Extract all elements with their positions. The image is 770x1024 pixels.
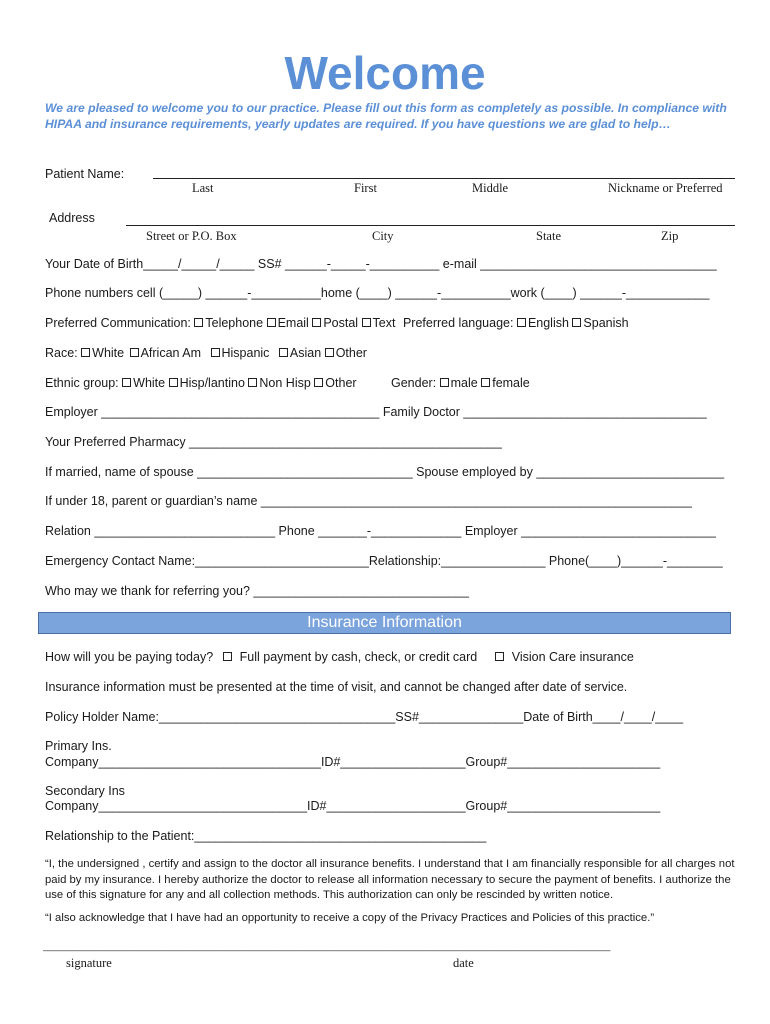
address-line[interactable] <box>126 225 735 226</box>
guardian-field[interactable]: If under 18, parent or guardian’s name ______________________________________________________________ <box>45 494 692 508</box>
checkbox-icon <box>130 348 139 357</box>
name-first-label: First <box>354 181 377 195</box>
checkbox-spanish[interactable]: Spanish <box>572 316 628 330</box>
checkbox-ethnic-hisp[interactable]: Hisp/lantino <box>169 376 245 390</box>
checkbox-icon <box>223 652 232 661</box>
race-label: Race: <box>45 346 82 360</box>
dob-ss-email-field[interactable]: Your Date of Birth_____/_____/_____ SS# ______-_____-__________ e-mail __________________________________ <box>45 257 717 271</box>
paying-label: How will you be paying today? <box>45 650 217 664</box>
checkbox-icon <box>267 318 276 327</box>
referral-field[interactable]: Who may we thank for referring you? _______________________________ <box>45 584 469 598</box>
checkbox-icon <box>194 318 203 327</box>
checkbox-ethnic-non-hisp[interactable]: Non Hisp <box>248 376 310 390</box>
checkbox-full-payment[interactable]: Full payment by cash, check, or credit card <box>223 650 478 664</box>
checkbox-icon <box>122 378 131 387</box>
checkbox-gender-male[interactable]: male <box>440 376 478 390</box>
checkbox-race-white[interactable]: White <box>81 346 124 360</box>
preferred-communication-row <box>45 316 629 330</box>
checkbox-icon <box>325 348 334 357</box>
checkbox-ethnic-white[interactable]: White <box>122 376 165 390</box>
checkbox-race-hispanic[interactable]: Hispanic <box>211 346 270 360</box>
spouse-field[interactable]: If married, name of spouse _______________________________ Spouse employed by ___________________________ <box>45 465 725 479</box>
address-state-label: State <box>536 229 561 243</box>
patient-name-label: Patient Name: <box>45 167 125 181</box>
checkbox-english[interactable]: English <box>517 316 569 330</box>
patient-name-line[interactable] <box>153 178 735 179</box>
checkbox-icon <box>169 378 178 387</box>
intro-text: We are pleased to welcome you to our practice. Please fill out this form as completely as possible. In compliance with HIPAA and insurance requirements, yearly updates are required. If you have questions we are glad to help… <box>45 101 727 131</box>
name-last-label: Last <box>192 181 214 195</box>
address-zip-label: Zip <box>661 229 679 243</box>
checkbox-icon <box>279 348 288 357</box>
checkbox-icon <box>362 318 371 327</box>
page-title: Welcome <box>284 47 486 99</box>
emergency-contact-field[interactable]: Emergency Contact Name:_________________________Relationship:_______________ Phone(____)______-________ <box>45 554 723 568</box>
checkbox-telephone[interactable]: Telephone <box>194 316 263 330</box>
checkbox-text[interactable]: Text <box>362 316 396 330</box>
preferred-communication-label: Preferred Communication: <box>45 316 195 330</box>
employer-doctor-field[interactable]: Employer ________________________________________ Family Doctor ___________________________________ <box>45 405 707 419</box>
signature-label: signature <box>66 956 112 970</box>
address-street-label: Street or P.O. Box <box>146 229 237 243</box>
name-middle-label: Middle <box>472 181 509 195</box>
insurance-section-title: Insurance Information <box>307 614 462 631</box>
address-label: Address <box>49 211 95 225</box>
privacy-acknowledgement: “I also acknowledge that I have had an opportunity to receive a copy of the Privacy Practices and Policies of this practice.” <box>45 912 655 924</box>
paying-row <box>45 650 634 664</box>
relationship-to-patient-field[interactable]: Relationship to the Patient:__________________________________________ <box>45 829 487 843</box>
gender-label: Gender: <box>391 376 440 390</box>
certification-paragraph: “I, the undersigned , certify and assign to the doctor all insurance benefits. I understand that I am financially responsible for all charges not paid by my insurance. I hereby authorize the doctor to release all information necessary to secure the payment of benefits. I authorize the use of this signature for any and all collection methods. This authorization can only be rescinded by written notice. <box>45 858 735 901</box>
relation-phone-employer-field[interactable]: Relation __________________________ Phone _______-_____________ Employer ____________________________ <box>45 524 716 538</box>
name-nickname-label: Nickname or Preferred <box>608 181 723 195</box>
checkbox-race-other[interactable]: Other <box>325 346 367 360</box>
checkbox-icon <box>572 318 581 327</box>
checkbox-icon <box>495 652 504 661</box>
gender-row <box>391 376 530 390</box>
checkbox-postal[interactable]: Postal <box>312 316 358 330</box>
checkbox-race-asian[interactable]: Asian <box>279 346 321 360</box>
checkbox-icon <box>211 348 220 357</box>
checkbox-icon <box>81 348 90 357</box>
ethnic-label: Ethnic group: <box>45 376 123 390</box>
primary-ins-label: Primary Ins. <box>45 739 112 753</box>
checkbox-icon <box>314 378 323 387</box>
insurance-section-header <box>38 612 731 634</box>
checkbox-icon <box>440 378 449 387</box>
secondary-ins-field[interactable]: Company______________________________ID#____________________Group#______________________ <box>45 799 661 813</box>
checkbox-icon <box>481 378 490 387</box>
race-row <box>45 346 367 360</box>
preferred-language-label: Preferred language: <box>402 316 517 330</box>
policy-holder-field[interactable]: Policy Holder Name:__________________________________SS#_______________Date of Birth____/____/____ <box>45 710 684 724</box>
checkbox-icon <box>312 318 321 327</box>
secondary-ins-label: Secondary Ins <box>45 784 125 798</box>
date-label: date <box>453 956 474 970</box>
checkbox-ethnic-other[interactable]: Other <box>314 376 356 390</box>
ethnic-row <box>45 376 357 390</box>
signature-line[interactable]: ______________________________________________________________________________________________________ <box>43 941 611 952</box>
checkbox-icon <box>248 378 257 387</box>
address-city-label: City <box>372 229 394 243</box>
pharmacy-field[interactable]: Your Preferred Pharmacy _____________________________________________ <box>45 435 502 449</box>
checkbox-email[interactable]: Email <box>267 316 309 330</box>
checkbox-icon <box>517 318 526 327</box>
phone-numbers-field[interactable]: Phone numbers cell (_____) ______-__________home (____) ______-__________work (____) ______-____________ <box>45 286 710 300</box>
insurance-notice: Insurance information must be presented at the time of visit, and cannot be changed after date of service. <box>45 680 628 694</box>
primary-ins-field[interactable]: Company________________________________ID#__________________Group#______________________ <box>45 755 661 769</box>
checkbox-gender-female[interactable]: female <box>481 376 530 390</box>
checkbox-race-african-am[interactable]: African Am <box>130 346 201 360</box>
checkbox-vision-care[interactable]: Vision Care insurance <box>495 650 634 664</box>
